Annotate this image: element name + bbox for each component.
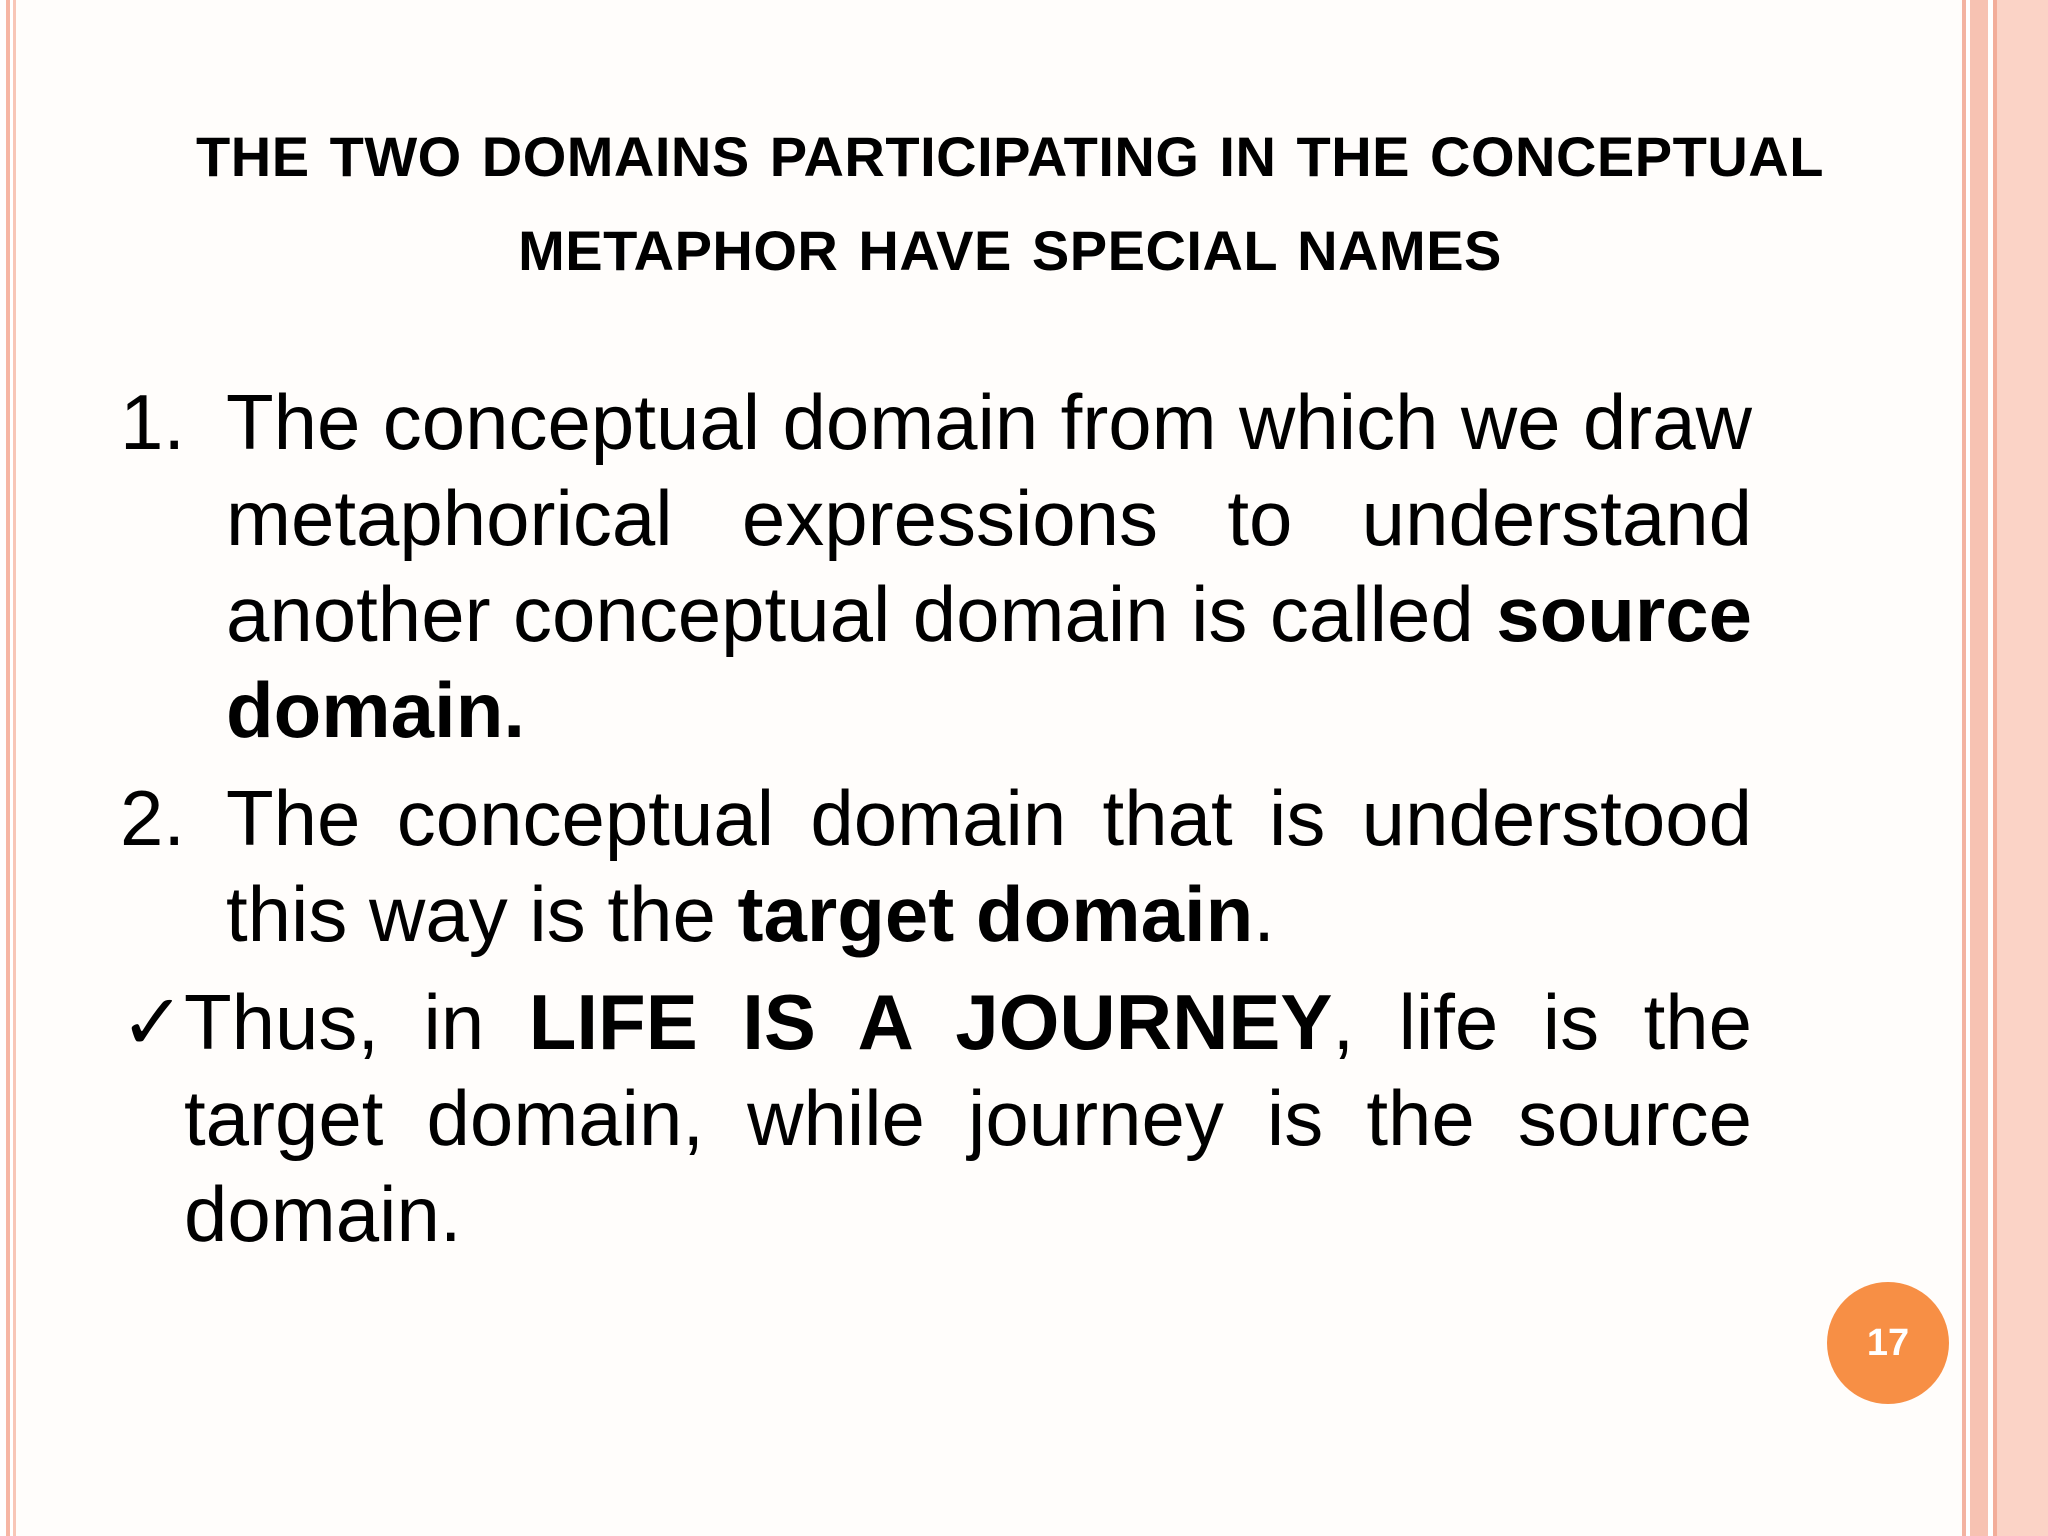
- list-number: 2.: [120, 774, 186, 862]
- text-segment: Thus, in: [184, 978, 529, 1066]
- slide-body: [120, 374, 1752, 1274]
- list-item-target-domain: [120, 770, 1752, 962]
- checkmark-icon: ✓: [120, 978, 186, 1066]
- bold-term-life-is-a-journey: LIFE IS A JOURNEY: [528, 978, 1333, 1066]
- list-item-example: [120, 974, 1752, 1262]
- list-item-source-domain: [120, 374, 1752, 758]
- right-border-decoration: [1962, 0, 2048, 1536]
- text-segment: , life is the target domain, while journey is the source domain.: [184, 978, 1752, 1258]
- page-number-badge: 17: [1827, 1282, 1949, 1404]
- left-border-decoration: [0, 0, 22, 1536]
- text-segment: .: [1253, 870, 1275, 958]
- list-number: 1.: [120, 378, 186, 466]
- list-item-text: [226, 770, 1752, 962]
- list-item-text: [226, 374, 1752, 758]
- text-segment: The conceptual domain from which we draw metaphorical expressions to understand another conceptual domain is called: [226, 378, 1752, 658]
- list-item-text: [184, 974, 1752, 1262]
- text-segment: The conceptual domain that is understood this way is the: [226, 774, 1752, 958]
- bold-term-source-domain: source domain.: [226, 570, 1752, 754]
- slide-title: THE TWO DOMAINS PARTICIPATING IN THE CONCEPTUAL METAPHOR HAVE SPECIAL NAMES: [196, 125, 1824, 282]
- bold-term-target-domain: target domain: [737, 870, 1254, 958]
